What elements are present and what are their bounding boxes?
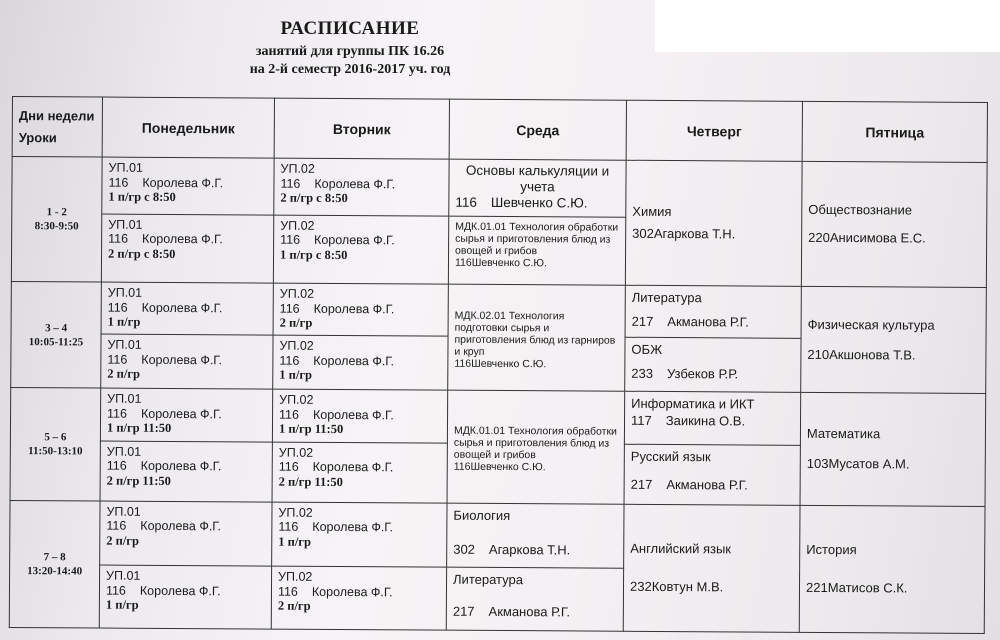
room-number: 116 bbox=[279, 407, 300, 422]
course-code: УП.01 bbox=[107, 337, 142, 353]
semester-subtitle: на 2-й семестр 2016-2017 уч. год bbox=[249, 62, 451, 77]
teacher-name: Королева Ф.Г. bbox=[312, 407, 394, 423]
room-number: 302 bbox=[453, 541, 475, 557]
subject-name: Литература bbox=[631, 290, 702, 306]
subject-name: МДК.02.01 Технология подготовки сырья и приготовления блюд из гарниров и круп bbox=[454, 309, 616, 358]
course-code: УП.02 bbox=[279, 286, 315, 302]
subgroup-note: 2 п/гр bbox=[107, 366, 141, 382]
table-row bbox=[12, 157, 987, 219]
subgroup-note: 2 п/гр 11:50 bbox=[106, 473, 171, 488]
subgroup-note: 1 п/гр 11:50 bbox=[106, 421, 172, 436]
course-code: УП.01 bbox=[106, 504, 141, 519]
course-code: УП.01 bbox=[107, 392, 142, 407]
subgroup-note: 2 п/гр bbox=[106, 533, 140, 548]
room-number: 116 bbox=[107, 406, 128, 421]
header-row bbox=[12, 97, 987, 163]
course-code: УП.02 bbox=[280, 162, 315, 177]
subgroup-note: 1 п/гр bbox=[278, 534, 312, 549]
subject-name: Основы калькуляции и учета bbox=[465, 163, 610, 195]
teacher-name: Узбеков Р.Р. bbox=[666, 366, 739, 382]
subject-name: Русский язык bbox=[630, 448, 711, 464]
subject-name: МДК.01.01 Технология обработки сырья и приготовления блюд из овощей и грибов bbox=[453, 424, 617, 462]
friday-slot bbox=[799, 505, 985, 633]
corner-cell bbox=[12, 97, 102, 158]
day-header-friday: Пятница bbox=[802, 101, 987, 163]
subgroup-note: 1 п/гр 11:50 bbox=[278, 422, 344, 437]
thursday-slot bbox=[623, 504, 800, 632]
wednesday-slot bbox=[447, 391, 625, 505]
room-number: 116 bbox=[277, 584, 298, 599]
subgroup-note: 2 п/гр bbox=[279, 315, 313, 331]
wednesday-slot bbox=[446, 568, 623, 632]
lesson-time: 10:05-11:25 bbox=[28, 335, 84, 349]
teacher-name: Королева Ф.Г. bbox=[142, 231, 223, 247]
course-code: УП.01 bbox=[106, 444, 142, 459]
tuesday-slot bbox=[272, 442, 447, 503]
teacher-name: Ковтун М.В. bbox=[651, 578, 724, 595]
room-number: 217 bbox=[630, 476, 653, 492]
course-code: УП.02 bbox=[278, 505, 313, 520]
subgroup-note: 2 п/гр bbox=[277, 599, 311, 614]
subgroup-note: 1 п/гр bbox=[107, 314, 141, 330]
page-title: РАСПИСАНИЕ bbox=[280, 18, 420, 39]
teacher-name: Королева Ф.Г. bbox=[141, 352, 223, 368]
wednesday-slot bbox=[448, 284, 626, 391]
group-subtitle: занятий для группы ПК 16.26 bbox=[255, 44, 445, 59]
monday-slot bbox=[102, 157, 274, 214]
teacher-name: Акманова Р.Г. bbox=[666, 476, 748, 493]
monday-slot bbox=[101, 282, 273, 335]
room-number: 221 bbox=[805, 579, 828, 595]
room-number: 116 bbox=[278, 520, 299, 535]
thursday-slot bbox=[625, 286, 801, 339]
teacher-name: Королева Ф.Г. bbox=[140, 519, 222, 534]
document-header bbox=[150, 18, 550, 78]
time-slot-3 bbox=[10, 388, 101, 501]
table-row bbox=[10, 388, 985, 446]
course-code: УП.02 bbox=[278, 445, 314, 460]
friday-slot bbox=[801, 287, 987, 394]
tuesday-slot bbox=[273, 335, 448, 390]
teacher-name: Матисов С.К. bbox=[827, 579, 908, 596]
subject-name: Обществознание bbox=[808, 202, 913, 218]
time-slot-1 bbox=[11, 157, 102, 282]
tuesday-slot bbox=[272, 502, 447, 568]
course-code: УП.02 bbox=[278, 570, 313, 585]
room-number: 116 bbox=[108, 175, 129, 190]
teacher-name: Мусатов А.М. bbox=[828, 456, 910, 472]
subject-name: Химия bbox=[632, 204, 672, 220]
subgroup-note: 1 п/гр bbox=[279, 367, 313, 383]
course-code: УП.02 bbox=[279, 338, 314, 354]
subgroup-note: 1 п/гр с 8:50 bbox=[279, 247, 348, 262]
schedule-table bbox=[9, 96, 988, 634]
room-number: 116 bbox=[278, 459, 299, 474]
table-row bbox=[10, 500, 985, 571]
course-code: УП.02 bbox=[279, 393, 314, 408]
teacher-name: Заикина О.В. bbox=[665, 413, 746, 429]
teacher-name: Анисимова Е.С. bbox=[829, 230, 926, 246]
friday-slot bbox=[800, 393, 986, 507]
day-header-wednesday: Среда bbox=[449, 99, 626, 160]
lesson-time: 13:20-14:40 bbox=[27, 565, 83, 578]
subgroup-note: 1 п/гр с 8:50 bbox=[108, 189, 176, 205]
time-slot-4 bbox=[9, 500, 100, 628]
room-number: 117 bbox=[630, 413, 652, 429]
subject-name: Математика bbox=[806, 426, 881, 442]
teacher-name: Королева Ф.Г. bbox=[313, 301, 395, 317]
room-number: 302 bbox=[632, 226, 654, 242]
room-number: 210 bbox=[807, 346, 830, 362]
subgroup-note: 2 п/гр с 8:50 bbox=[280, 191, 348, 206]
thursday-slot bbox=[625, 161, 802, 287]
friday-slot bbox=[801, 162, 987, 288]
teacher-name: Шевченко С.Ю. bbox=[471, 357, 547, 371]
day-header-monday: Понедельник bbox=[102, 97, 274, 158]
room-number: 116 bbox=[280, 176, 301, 191]
subject-name: История bbox=[806, 541, 857, 558]
tuesday-slot bbox=[273, 215, 448, 285]
course-code: УП.01 bbox=[106, 569, 141, 584]
tuesday-slot bbox=[273, 283, 448, 336]
teacher-name: Королева Ф.Г. bbox=[139, 583, 221, 599]
thursday-slot bbox=[624, 392, 800, 445]
teacher-name: Королева Ф.Г. bbox=[312, 520, 394, 535]
room-number: 116 bbox=[106, 518, 127, 534]
lesson-numbers: 7 – 8 bbox=[43, 551, 66, 564]
lesson-numbers: 1 - 2 bbox=[46, 206, 67, 219]
days-label: Дни недели bbox=[18, 107, 95, 124]
teacher-name: Королева Ф.Г. bbox=[314, 176, 396, 192]
teacher-name: Королева Ф.Г. bbox=[140, 406, 222, 422]
wednesday-slot bbox=[449, 160, 626, 217]
teacher-name: Шевченко С.Ю. bbox=[470, 460, 546, 474]
day-header-tuesday: Вторник bbox=[274, 98, 449, 159]
tuesday-slot bbox=[271, 567, 446, 631]
room-number: 116 bbox=[107, 352, 128, 367]
teacher-name: Акшонова Т.В. bbox=[829, 346, 916, 363]
subject-name: МДК.01.01 Технология обработки сырья и приготовления блюд из овощей и грибов bbox=[455, 220, 619, 257]
teacher-name: Королева Ф.Г. bbox=[140, 458, 222, 474]
teacher-name: Акманова Р.Г. bbox=[667, 314, 749, 330]
day-header-thursday: Четверг bbox=[626, 100, 802, 161]
course-code: УП.01 bbox=[108, 160, 143, 176]
teacher-name: Акманова Р.Г. bbox=[488, 604, 571, 620]
room-number: 116 bbox=[280, 232, 301, 247]
subject-name: ОБЖ bbox=[631, 342, 663, 358]
subject-name: Английский язык bbox=[630, 540, 732, 557]
background-edge bbox=[655, 0, 1000, 52]
lesson-numbers: 3 – 4 bbox=[45, 322, 68, 335]
teacher-name: Королева Ф.Г. bbox=[314, 232, 395, 248]
lesson-time: 11:50-13:10 bbox=[28, 445, 83, 458]
teacher-name: Агаркова Т.Н. bbox=[488, 541, 571, 558]
course-code: УП.01 bbox=[108, 217, 143, 232]
room-number: 116 bbox=[105, 583, 126, 598]
monday-slot bbox=[101, 334, 273, 389]
table-row bbox=[11, 282, 986, 340]
teacher-name: Королева Ф.Г. bbox=[142, 175, 224, 191]
teacher-name: Шевченко С.Ю. bbox=[471, 256, 547, 269]
room-number: 116 bbox=[454, 357, 472, 370]
subject-name: Биология bbox=[453, 507, 511, 523]
wednesday-slot bbox=[448, 216, 625, 286]
thursday-slot bbox=[625, 338, 801, 393]
lesson-time: 8:30-9:50 bbox=[34, 220, 79, 233]
tuesday-slot bbox=[274, 158, 449, 215]
subject-name: Литература bbox=[453, 572, 524, 588]
lesson-numbers: 5 – 6 bbox=[44, 431, 67, 444]
time-slot-2 bbox=[11, 282, 102, 389]
room-number: 116 bbox=[108, 231, 129, 246]
teacher-name: Королева Ф.Г. bbox=[312, 459, 394, 475]
teacher-name: Королева Ф.Г. bbox=[311, 584, 393, 600]
room-number: 116 bbox=[455, 195, 477, 211]
room-number: 116 bbox=[453, 460, 471, 473]
course-code: УП.02 bbox=[280, 218, 315, 233]
teacher-name: Шевченко С.Ю. bbox=[490, 195, 588, 211]
teacher-name: Агаркова Т.Н. bbox=[653, 226, 736, 242]
room-number: 116 bbox=[107, 300, 128, 315]
room-number: 232 bbox=[629, 578, 652, 594]
monday-slot bbox=[101, 214, 273, 284]
room-number: 217 bbox=[631, 314, 654, 330]
room-number: 116 bbox=[279, 301, 300, 316]
room-number: 217 bbox=[452, 604, 475, 620]
monday-slot bbox=[100, 389, 272, 442]
subgroup-note: 2 п/гр с 8:50 bbox=[107, 246, 176, 261]
subject-name: Физическая культура bbox=[807, 316, 935, 333]
subgroup-note: 1 п/гр bbox=[105, 598, 139, 613]
room-number: 116 bbox=[106, 458, 127, 473]
monday-slot bbox=[100, 501, 272, 567]
subject-name: Информатика и ИКТ bbox=[631, 396, 755, 413]
room-number: 116 bbox=[279, 353, 300, 368]
room-number: 116 bbox=[454, 256, 472, 269]
tuesday-slot bbox=[272, 390, 447, 443]
teacher-name: Королева Ф.Г. bbox=[141, 300, 223, 316]
wednesday-slot bbox=[447, 503, 624, 569]
subgroup-note: 2 п/гр 11:50 bbox=[278, 474, 343, 489]
thursday-slot bbox=[624, 444, 800, 505]
monday-slot bbox=[99, 565, 271, 629]
lessons-label: Уроки bbox=[18, 129, 57, 145]
monday-slot bbox=[100, 441, 272, 502]
room-number: 103 bbox=[806, 456, 829, 472]
room-number: 233 bbox=[631, 366, 654, 382]
course-code: УП.01 bbox=[107, 285, 143, 301]
room-number: 220 bbox=[808, 230, 830, 246]
teacher-name: Королева Ф.Г. bbox=[313, 353, 395, 369]
